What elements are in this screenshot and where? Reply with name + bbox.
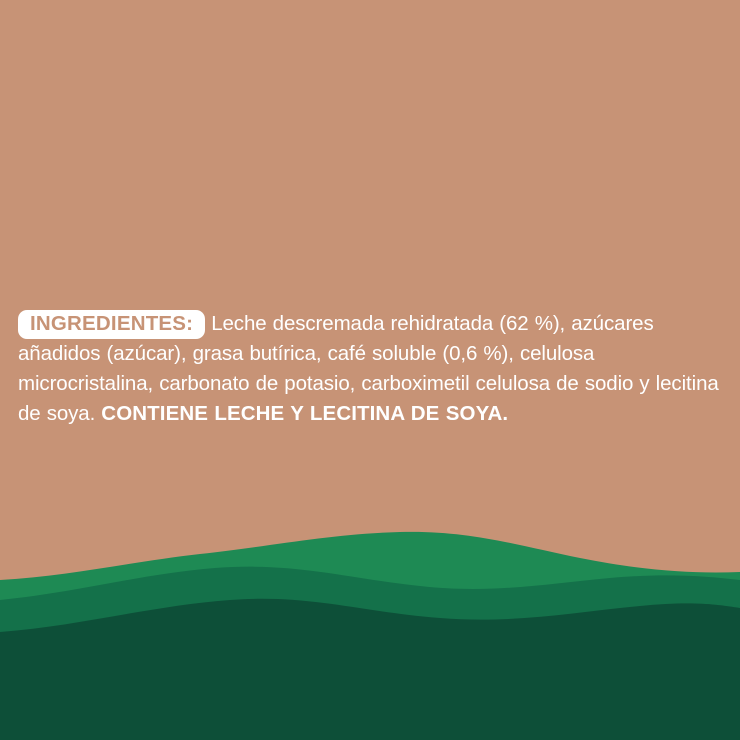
- ingredients-label: INGREDIENTES:: [18, 310, 205, 339]
- ingredients-paragraph: [18, 309, 724, 429]
- wave-graphic: [0, 520, 740, 740]
- ingredients-block: [18, 288, 724, 449]
- bottom-wave-decoration: [0, 520, 740, 740]
- wave-dark-green: [0, 599, 740, 740]
- ingredients-body-text: Leche descremada rehidratada (62 %), azúcares añadidos (azúcar), grasa butírica, café soluble (0,6 %), celulosa microcristalina, carbonato de potasio, carboximetil celulosa de sodio y lecitina de soya.: [18, 311, 719, 425]
- allergen-statement: CONTIENE LECHE Y LECITINA DE SOYA.: [101, 401, 509, 425]
